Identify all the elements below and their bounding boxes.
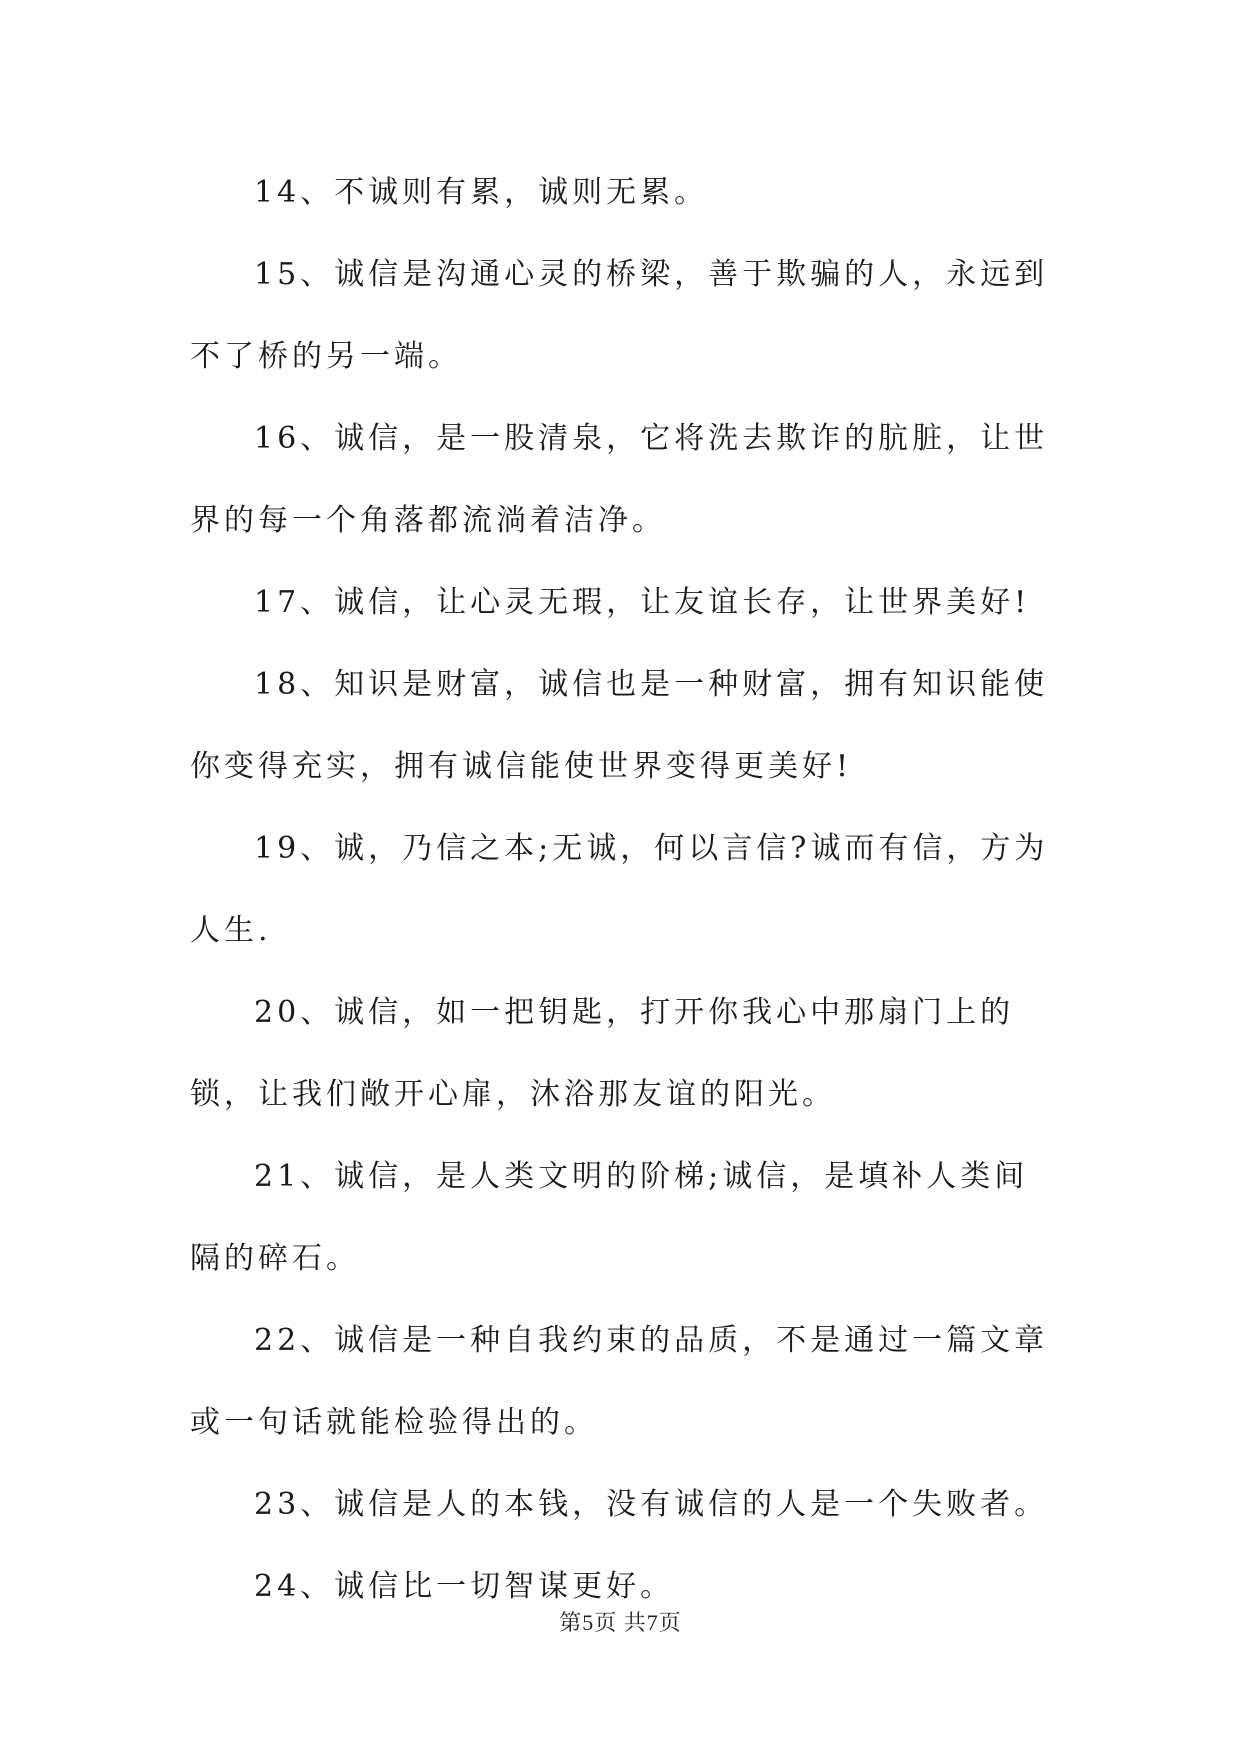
paragraph-24: 24、诚信比一切智谋更好。 (254, 1569, 675, 1604)
paragraph-17: 17、诚信，让心灵无瑕，让友谊长存，让世界美好! (254, 585, 1031, 620)
paragraph-21: 21、诚信，是人类文明的阶梯;诚信，是填补人类间隔的碎石。 (190, 1159, 1029, 1276)
paragraph-19: 19、诚，乃信之本;无诚，何以言信?诚而有信，方为人生. (190, 831, 1049, 948)
page-footer: 第5页 共7页 (559, 1610, 682, 1635)
paragraph-23: 23、诚信是人的本钱，没有诚信的人是一个失败者。 (254, 1487, 1049, 1522)
paragraph-18: 18、知识是财富，诚信也是一种财富，拥有知识能使你变得充实，拥有诚信能使世界变得更美好! (190, 667, 1049, 784)
document-body (190, 152, 1050, 1628)
paragraph-22: 22、诚信是一种自我约束的品质，不是通过一篇文章或一句话就能检验得出的。 (190, 1323, 1049, 1440)
paragraph-14: 14、不诚则有累，诚则无累。 (254, 175, 709, 210)
paragraph-16: 16、诚信，是一股清泉，它将洗去欺诈的肮脏，让世界的每一个角落都流淌着洁净。 (190, 421, 1049, 538)
paragraph-20: 20、诚信，如一把钥匙，打开你我心中那扇门上的锁，让我们敞开心扉，沐浴那友谊的阳光。 (190, 995, 1015, 1112)
paragraph-15: 15、诚信是沟通心灵的桥梁，善于欺骗的人，永远到不了桥的另一端。 (190, 257, 1049, 374)
